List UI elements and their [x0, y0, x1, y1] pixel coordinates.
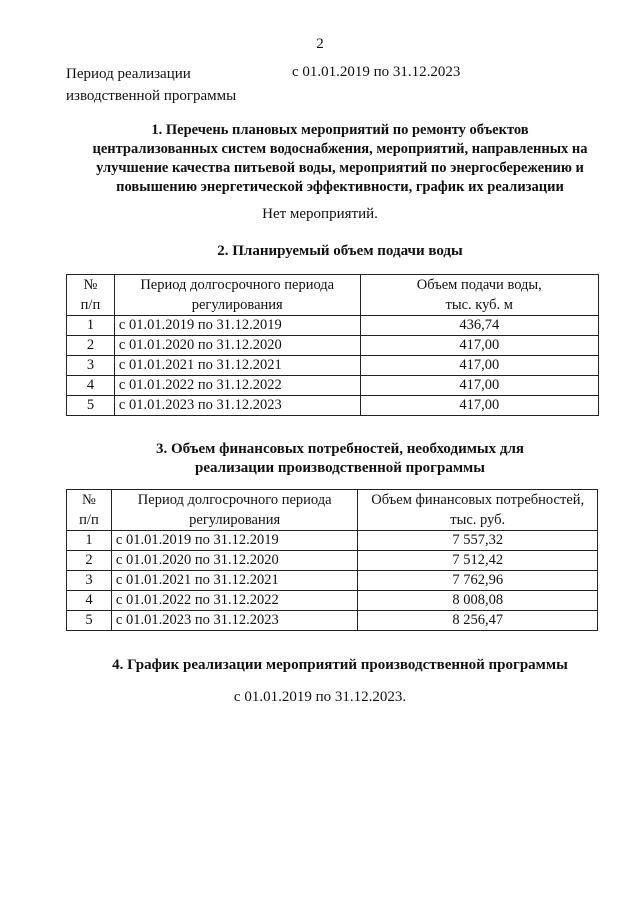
row-period: с 01.01.2019 по 31.12.2019: [111, 531, 358, 551]
section4-title: 4. График реализации мероприятий производственной программы: [112, 657, 568, 673]
period-value: с 01.01.2019 по 31.12.2023: [292, 64, 461, 80]
row-period: с 01.01.2021 по 31.12.2021: [111, 571, 358, 591]
section2-title: 2. Планируемый объем подачи воды: [217, 243, 463, 259]
section3-title-line: 3. Объем финансовых потребностей, необходимых для: [155, 441, 525, 457]
section3-title-line: реализации производственной программы: [195, 460, 485, 476]
row-value: 8 008,08: [358, 591, 598, 611]
row-num: 1: [67, 531, 112, 551]
row-num: 5: [67, 611, 112, 631]
section1-title-line: централизованных систем водоснабжения, мероприятий, направленных на: [92, 141, 588, 157]
table-row: [67, 551, 598, 571]
row-num: 3: [67, 571, 112, 591]
table-row: [67, 316, 599, 336]
row-num: 3: [67, 356, 115, 376]
table-row: [67, 591, 598, 611]
row-value: 7 762,96: [358, 571, 598, 591]
row-period: с 01.01.2023 по 31.12.2023: [114, 396, 360, 416]
table-header-row: [67, 275, 599, 316]
row-value: 417,00: [360, 396, 599, 416]
row-num: 4: [67, 376, 115, 396]
section1-title-line: повышению энергетической эффективности, график их реализации: [116, 179, 564, 195]
header-num: № п/п: [67, 490, 112, 531]
table-row: [67, 356, 599, 376]
section1-title-line: улучшение качества питьевой воды, мероприятий по энергосбережению и: [96, 160, 584, 176]
section1-text: Нет мероприятий.: [262, 206, 378, 222]
table-row: [67, 611, 598, 631]
row-value: 7 557,32: [358, 531, 598, 551]
row-value: 8 256,47: [358, 611, 598, 631]
page-number: 2: [316, 36, 324, 52]
period-label-line2: изводственной программы: [66, 88, 237, 104]
row-period: с 01.01.2022 по 31.12.2022: [114, 376, 360, 396]
row-num: 2: [67, 336, 115, 356]
row-num: 5: [67, 396, 115, 416]
table-row: [67, 336, 599, 356]
period-label-line1: Период реализации: [66, 66, 191, 82]
section1-title: [60, 121, 620, 197]
header-period: Период долгосрочного периода регулирования: [111, 490, 358, 531]
section4-text: с 01.01.2019 по 31.12.2023.: [233, 689, 407, 705]
row-value: 436,74: [360, 316, 599, 336]
row-num: 2: [67, 551, 112, 571]
financial-needs-table: [66, 489, 598, 631]
period-label: [66, 63, 266, 107]
section3-title: [60, 440, 620, 478]
table-row: [67, 396, 599, 416]
row-period: с 01.01.2020 по 31.12.2020: [114, 336, 360, 356]
header-value: Объем подачи воды, тыс. куб. м: [360, 275, 599, 316]
row-period: с 01.01.2022 по 31.12.2022: [111, 591, 358, 611]
table-row: [67, 571, 598, 591]
row-value: 7 512,42: [358, 551, 598, 571]
row-num: 4: [67, 591, 112, 611]
row-num: 1: [67, 316, 115, 336]
section1-title-line: 1. Перечень плановых мероприятий по ремонту объектов: [151, 122, 529, 138]
water-volume-table: [66, 274, 599, 416]
row-value: 417,00: [360, 356, 599, 376]
table-row: [67, 531, 598, 551]
row-value: 417,00: [360, 376, 599, 396]
row-value: 417,00: [360, 336, 599, 356]
table-row: [67, 376, 599, 396]
row-period: с 01.01.2020 по 31.12.2020: [111, 551, 358, 571]
row-period: с 01.01.2023 по 31.12.2023: [111, 611, 358, 631]
row-period: с 01.01.2021 по 31.12.2021: [114, 356, 360, 376]
header-period: Период долгосрочного периода регулирования: [114, 275, 360, 316]
table-header-row: [67, 490, 598, 531]
header-value: Объем финансовых потребностей, тыс. руб.: [358, 490, 598, 531]
header-num: № п/п: [67, 275, 115, 316]
row-period: с 01.01.2019 по 31.12.2019: [114, 316, 360, 336]
